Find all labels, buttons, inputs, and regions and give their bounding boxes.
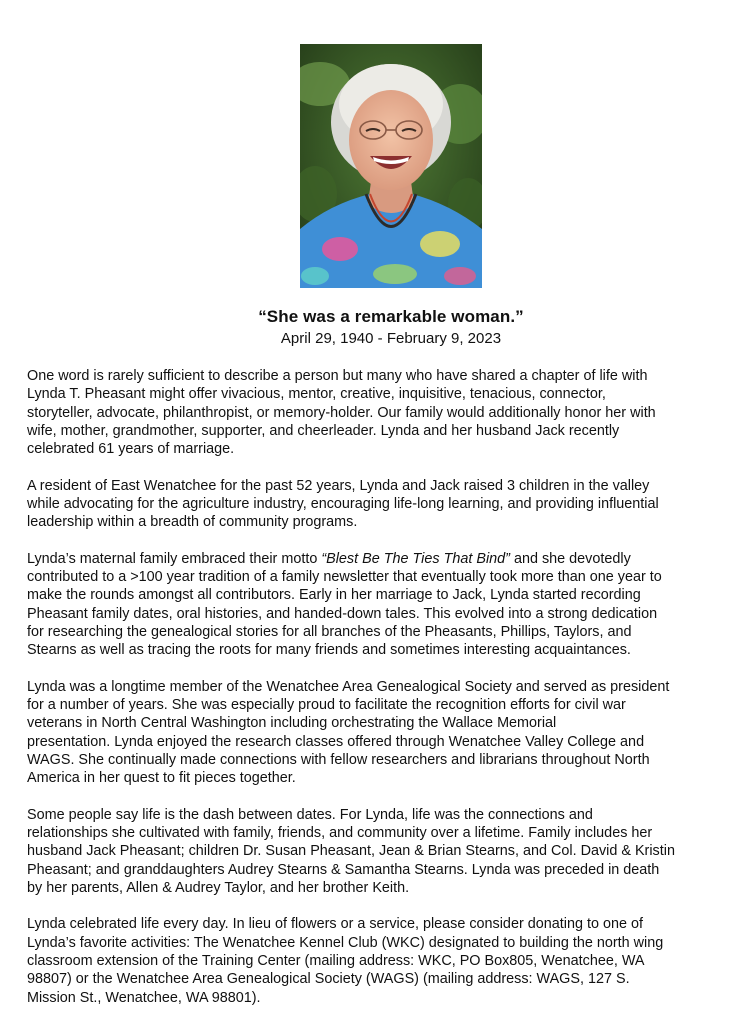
text-line: Some people say life is the dash between dates. For Lynda, life was the connections and <box>27 806 593 823</box>
text-line: wife, mother, grandmother, supporter, and cheerleader. Lynda and her husband Jack recently <box>27 422 620 439</box>
paragraph-3 <box>27 550 754 660</box>
text-line: Pheasant family dates, oral histories, and handed-down tales. This evolved into a strong dedication <box>27 605 658 622</box>
text-line: husband Jack Pheasant; children Dr. Susan Pheasant, Jean & Brian Stearns, and Col. David & Kristin <box>27 843 675 860</box>
text-line: A resident of East Wenatchee for the past 52 years, Lynda and Jack raised 3 children in the valley <box>27 477 650 494</box>
text-line: Lynda’s favorite activities: The Wenatchee Kennel Club (WKC) designated to building the north wing <box>27 934 664 951</box>
text-line: relationships she cultivated with family, friends, and community over a lifetime. Family includes her <box>27 824 653 841</box>
text-line: classroom extension of the Training Center (mailing address: WKC, PO Box805, Wenatchee, WA <box>27 952 645 969</box>
life-dates: April 29, 1940 - February 9, 2023 <box>280 330 502 347</box>
text-segment: and she devotedly <box>509 550 631 567</box>
text-line: Mission St., Wenatchee, WA 98801). <box>27 989 261 1006</box>
paragraph-6 <box>27 915 754 1006</box>
text-line: One word is rarely sufficient to describe a person but many who have shared a chapter of life with <box>27 368 648 384</box>
text-line: leadership within a breadth of community programs. <box>27 514 358 531</box>
paragraph-4 <box>27 678 754 788</box>
portrait-photo <box>300 44 482 288</box>
text-line: celebrated 61 years of marriage. <box>27 441 235 458</box>
text-line: Lynda was a longtime member of the Wenatchee Area Genealogical Society and served as president <box>27 678 670 695</box>
paragraph-2 <box>27 477 754 532</box>
text-line: Lynda T. Pheasant might offer vivacious, mentor, creative, inquisitive, tenacious, connector, <box>27 386 606 403</box>
paragraph-1 <box>27 367 754 458</box>
text-line: veterans in North Central Washington including orchestrating the Wallace Memorial <box>27 715 557 732</box>
text-line <box>27 550 754 568</box>
text-line: 98807) or the Wenatchee Area Genealogical Society (WAGS) (mailing address: WAGS, 127 S. <box>27 971 630 988</box>
text-line: contributed to a >100 year tradition of a family newsletter that eventually took more than one year to <box>27 569 662 586</box>
headline-quote: “She was a remarkable woman.” <box>258 307 524 326</box>
family-motto: “Blest Be The Ties That Bind” <box>321 550 510 567</box>
text-line: Lynda celebrated life every day. In lieu of flowers or a service, please consider donating to one of <box>27 916 643 933</box>
text-line: America in her quest to fit pieces together. <box>27 770 296 787</box>
text-line: while advocating for the agriculture industry, encouraging life-long learning, and providing influential <box>27 495 659 512</box>
text-line: storyteller, advocate, philanthropist, or memory-holder. Our family would additionally honor her with <box>27 404 656 421</box>
obituary-body <box>27 367 754 1025</box>
text-line: make the rounds amongst all contributors. Early in her marriage to Jack, Lynda started recording <box>27 587 641 604</box>
text-line: Pheasant; and granddaughters Audrey Stearns & Samantha Stearns. Lynda was preceded in death <box>27 861 660 878</box>
portrait-image <box>300 44 482 288</box>
text-line: presentation. Lynda enjoyed the research classes offered through Wenatchee Valley College and <box>27 733 645 750</box>
text-segment: Lynda’s maternal family embraced their motto <box>27 550 322 567</box>
text-line: by her parents, Allen & Audrey Taylor, and her brother Keith. <box>27 879 410 896</box>
text-line: WAGS. She continually made connections with fellow researchers and librarians throughout North <box>27 751 650 768</box>
text-line: Stearns as well as tracing the roots for many friends and sometimes interesting acquaintances. <box>27 642 631 659</box>
text-line: for a number of years. She was especially proud to facilitate the recognition efforts for civil war <box>27 697 626 714</box>
paragraph-5 <box>27 806 754 897</box>
text-line: for researching the genealogical stories for all branches of the Pheasants, Phillips, Taylors, and <box>27 623 632 640</box>
